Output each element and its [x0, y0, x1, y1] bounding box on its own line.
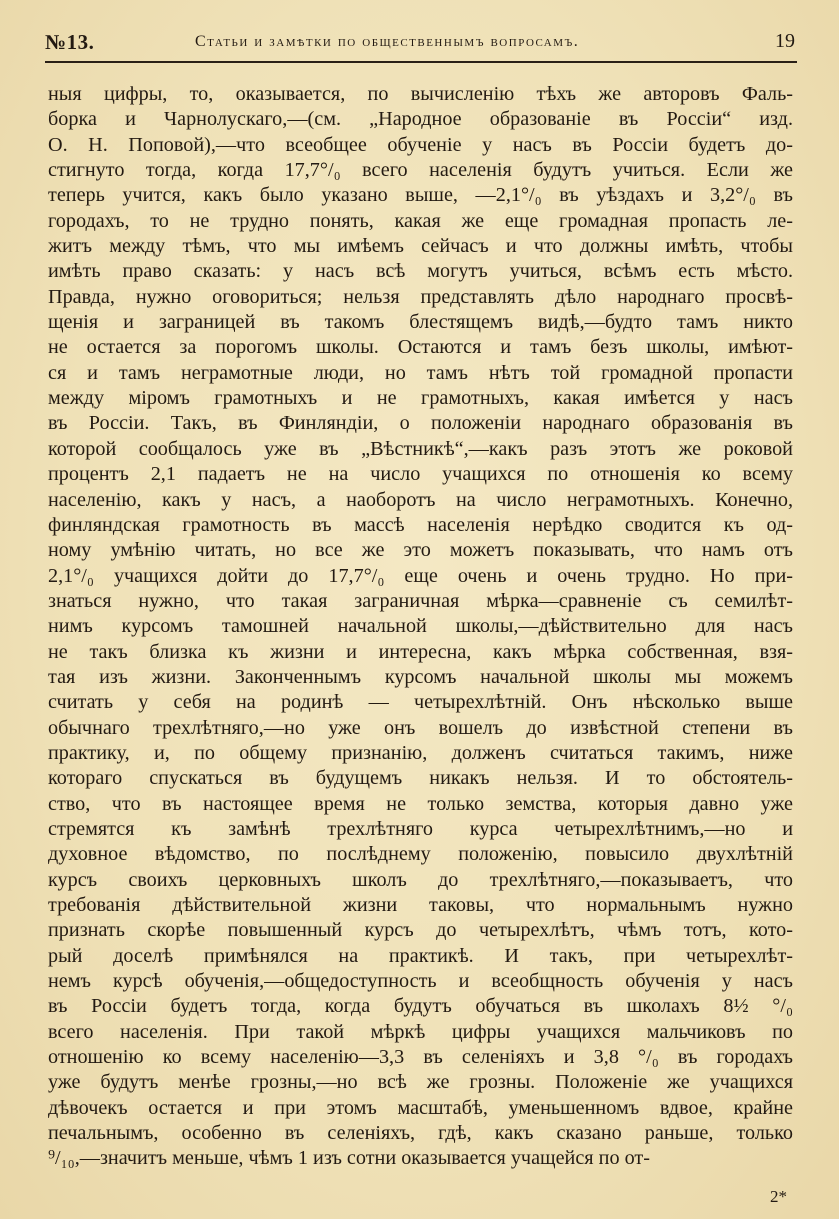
text-line: котораго спускаться въ будущемъ никакъ нельзя. И то обстоятель- — [48, 767, 793, 790]
text-line: печальнымъ, особенно въ селеніяхъ, гдѣ, какъ сказано раньше, только — [48, 1122, 793, 1145]
text-line: между міромъ грамотныхъ и не грамотныхъ, какая имѣется у насъ — [48, 387, 793, 410]
text-line: городахъ, то не трудно понять, какая же еще громадная пропасть ле- — [48, 209, 793, 232]
running-title: Статьи и замѣтки по общественнымъ вопросамъ. — [195, 33, 580, 50]
text-line: имѣть право сказать: у насъ всѣ могутъ учиться, всѣмъ есть мѣсто. — [48, 260, 793, 283]
text-line: не такъ близка къ жизни и интересна, какъ мѣрка собственная, взя- — [48, 640, 793, 663]
printer-signature: 2* — [770, 1187, 787, 1206]
text-line: не остается за порогомъ школы. Остаются и тамъ безъ школы, имѣют- — [48, 336, 793, 359]
text-line: 2,1°/₀ учащихся дойти до 17,7°/₀ еще очень и очень трудно. Но при- — [48, 564, 793, 587]
text-line: тая изъ жизни. Законченнымъ курсомъ начальной школы мы можемъ — [48, 665, 793, 688]
text-line: дѣвочекъ остается и при этомъ масштабѣ, уменьшенномъ вдвое, крайне — [48, 1096, 793, 1119]
text-line: стигнуто тогда, когда 17,7°/₀ всего населенія будутъ учиться. Если же — [48, 159, 793, 182]
text-line: щенія и заграницей въ такомъ блестящемъ видѣ,—будто тамъ никто — [48, 311, 793, 334]
text-line: Правда, нужно оговориться; нельзя представлять дѣло народнаго просвѣ- — [48, 285, 793, 308]
text-line: которой сообщалось уже въ „Вѣстникѣ“,—какъ разъ этотъ же роковой — [48, 437, 793, 460]
text-line: ныя цифры, то, оказывается, по вычисленію тѣхъ же авторовъ Фаль- — [48, 83, 793, 105]
body-text — [48, 82, 793, 1172]
text-line: практику, и, по общему признанію, долженъ считаться такимъ, ниже — [48, 741, 793, 764]
text-line: духовное вѣдомство, по послѣднему положенію, повысило двухлѣтній — [48, 843, 793, 866]
text-line: рый доселѣ примѣнялся на практикѣ. И такъ, при четырехлѣт- — [48, 944, 793, 967]
text-line: уже будутъ менѣе грозны,—но всѣ же грозны. Положеніе же учащихся — [48, 1071, 793, 1094]
text-line: борка и Чарнолускаго,—(см. „Народное образованіе въ Россіи“ изд. — [48, 108, 793, 131]
text-line: ство, что въ настоящее время не только земства, которыя давно уже — [48, 792, 793, 815]
text-line: всего населенія. При такой мѣркѣ цифры учащихся мальчиковъ по — [48, 1020, 793, 1043]
text-line: ному умѣнію читать, но все же это можетъ показывать, что намъ отъ — [48, 539, 793, 562]
text-line: ся и тамъ неграмотные люди, но тамъ нѣтъ той громадной пропасти — [48, 361, 793, 384]
text-line: процентъ 2,1 падаетъ не на число учащихся по отношенія ко всему — [48, 463, 793, 486]
text-line: считать у себя на родинѣ — четырехлѣтній. Онъ нѣсколько выше — [48, 691, 793, 714]
text-line: признать скорѣе повышенный курсъ до четырехлѣтъ, чѣмъ тотъ, кото- — [48, 919, 793, 942]
text-line: отношенію ко всему населенію—3,3 въ селеніяхъ и 3,8 °/₀ въ городахъ — [48, 1046, 793, 1069]
text-line: требованія дѣйствительной жизни таковы, что нормальнымъ нужно — [48, 894, 793, 916]
issue-number: №13. — [45, 30, 95, 54]
text-line: въ Россіи. Такъ, въ Финляндіи, о положеніи народнаго образованія въ — [48, 412, 793, 435]
text-line: нимъ курсомъ тамошней начальной школы,—дѣйствительно для насъ — [48, 615, 793, 638]
header-rule — [45, 61, 797, 63]
text-line: въ Россіи будетъ тогда, когда будутъ обучаться въ школахъ 8½ °/₀ — [48, 995, 793, 1018]
text-line: курсъ своихъ церковныхъ школъ до трехлѣтняго,—показываетъ, что — [48, 868, 793, 891]
text-line: знаться нужно, что такая заграничная мѣрка—сравненіе съ семилѣт- — [48, 589, 793, 612]
running-header — [45, 30, 795, 58]
text-line: финляндская грамотность въ массѣ населенія нерѣдко сводится къ од- — [48, 513, 793, 536]
page-number: 19 — [775, 30, 795, 52]
text-line: ⁹/₁₀,—значитъ меньше, чѣмъ 1 изъ сотни оказывается учащейся по от- — [48, 1147, 650, 1170]
text-line: населенію, какъ у насъ, а наоборотъ на число неграмотныхъ. Конечно, — [48, 488, 793, 511]
text-line: теперь учится, какъ было указано выше, —2,1°/₀ въ уѣздахъ и 3,2°/₀ въ — [48, 184, 793, 207]
text-line: стремятся къ замѣнѣ трехлѣтняго курса четырехлѣтнимъ,—но и — [48, 817, 793, 840]
text-line: О. Н. Поповой),—что всеобщее обученіе у насъ въ Россіи будетъ до- — [48, 133, 793, 156]
text-line: обычнаго трехлѣтняго,—но уже онъ вошелъ до извѣстной степени въ — [48, 716, 793, 739]
text-line: немъ курсѣ обученія,—общедоступность и всеобщность обученія у насъ — [48, 970, 793, 993]
text-line: житъ между тѣмъ, что мы имѣемъ сейчасъ и что должны имѣть, чтобы — [48, 235, 793, 258]
